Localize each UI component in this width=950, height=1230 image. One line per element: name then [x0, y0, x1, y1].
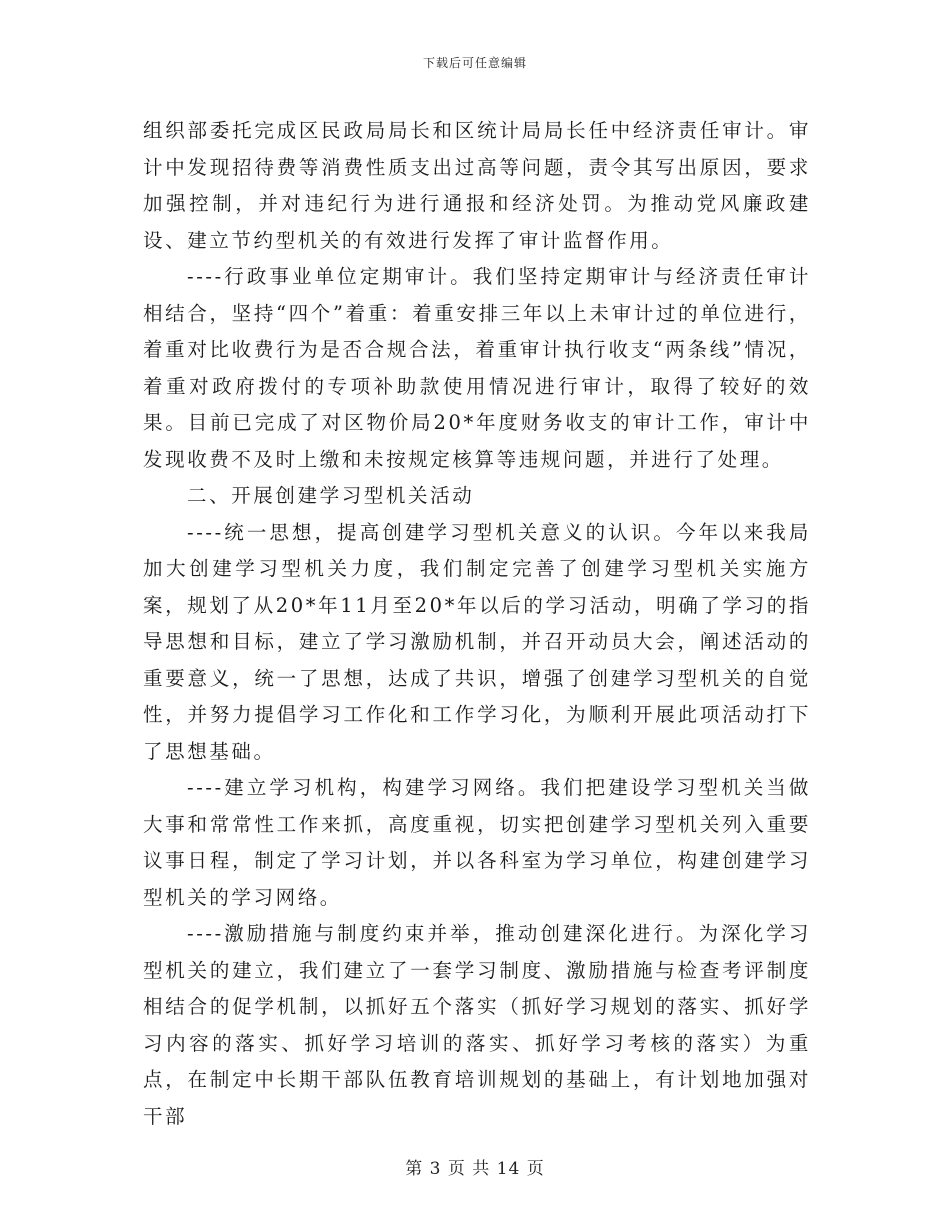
section-heading: 二、开展创建学习型机关活动: [187, 484, 475, 507]
paragraph-4: ----建立学习机构，构建学习网络。我们把建设学习型机关当做大事和常常性工作来抓，高度重视，切实把创建学习型机关列入重要议事日程，制定了学习计划，并以各科室为学习单位，构建创建学习型机关的学习网络。: [143, 776, 811, 909]
document-body: [143, 113, 811, 1135]
paragraph-2: ----行政事业单位定期审计。我们坚持定期审计与经济责任审计相结合，坚持“四个”着重：着重安排三年以上未审计过的单位进行，着重对比收费行为是否合规合法，着重审计执行收支“两条线”情况，着重对政府拨付的专项补助款使用情况进行审计，取得了较好的效果。目前已完成了对区物价局20*年度财务收支的审计工作，审计中发现收费不及时上缴和未按规定核算等违规问题，并进行了处理。: [143, 265, 811, 471]
paragraph-5: ----激励措施与制度约束并举，推动创建深化进行。为深化学习型机关的建立，我们建立了一套学习制度、激励措施与检查考评制度相结合的促学机制，以抓好五个落实（抓好学习规划的落实、抓好学习内容的落实、抓好学习培训的落实、抓好学习考核的落实）为重点，在制定中长期干部队伍教育培训规划的基础上，有计划地加强对干部: [143, 922, 811, 1128]
paragraph-3: ----统一思想，提高创建学习型机关意义的认识。今年以来我局加大创建学习型机关力度，我们制定完善了创建学习型机关实施方案，规划了从20*年11月至20*年以后的学习活动，明确了学习的指导思想和目标，建立了学习激励机制，并召开动员大会，阐述活动的重要意义，统一了思想，达成了共识，增强了创建学习型机关的自觉性，并努力提倡学习工作化和工作学习化，为顺利开展此项活动打下了思想基础。: [143, 520, 811, 763]
page-header: 下载后可任意编辑: [422, 56, 527, 70]
page-number: 第 3 页 共 14 页: [405, 1159, 545, 1179]
paragraph-1: 组织部委托完成区民政局局长和区统计局局长任中经济责任审计。审计中发现招待费等消费性质支出过高等问题，责令其写出原因，要求加强控制，并对违纪行为进行通报和经济处罚。为推动党风廉政建设、建立节约型机关的有效进行发挥了审计监督作用。: [143, 119, 811, 252]
